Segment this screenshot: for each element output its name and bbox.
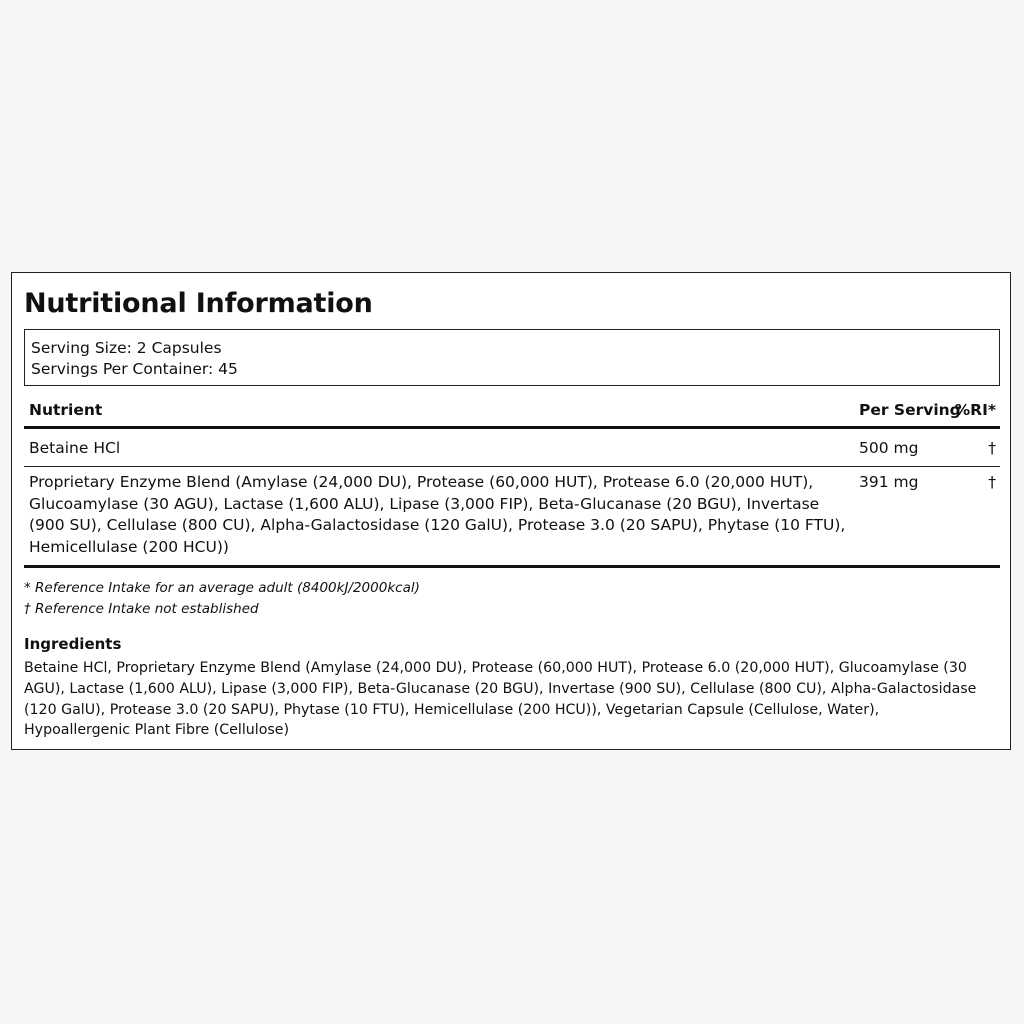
serving-info-box [24,329,1000,386]
nutrition-panel [11,272,1011,750]
nutrient-amount: 391 mg [859,473,919,491]
header-nutrient: Nutrient [29,401,103,419]
footnote-ri: * Reference Intake for an average adult (8400kJ/2000kcal) [24,580,420,596]
table-header-row [24,395,1000,429]
table-row [24,429,1000,467]
table-row [24,467,1000,568]
header-ri: %RI* [954,401,996,419]
nutrient-name: Proprietary Enzyme Blend (Amylase (24,000 DU), Protease (60,000 HUT), Protease 6.0 (20,000 HUT), Glucoamylase (30 AGU), Lactase (1,600 ALU), Lipase (3,000 FIP), Beta-Glucanase (20 BGU), Invertase (900 SU), Cellulase (800 CU), Alpha-Galactosidase (120 GalU), Protease 3.0 (20 SAPU), Phytase (10 FTU), Hemicellulase (200 HCU)) [29,473,846,556]
footnote-dagger: † Reference Intake not established [24,600,259,617]
ingredients-text: Betaine HCl, Proprietary Enzyme Blend (Amylase (24,000 DU), Protease (60,000 HUT), Protease 6.0 (20,000 HUT), Glucoamylase (30 AGU), Lactase (1,600 ALU), Lipase (3,000 FIP), Beta-Glucanase (20 BGU), Invertase (900 SU), Cellulase (800 CU), Alpha-Galactosidase (120 GalU), Protease 3.0 (20 SAPU), Phytase (10 FTU), Hemicellulase (200 HCU)), Vegetarian Capsule (Cellulose, Water), Hypoallergenic Plant Fibre (Cellulose) [24,660,977,739]
nutrient-table [24,395,1000,568]
ingredients-heading: Ingredients [24,635,122,653]
footnotes [24,578,420,619]
nutrient-ri: † [988,439,996,457]
nutrient-amount: 500 mg [859,439,919,457]
servings-per-container: Servings Per Container: 45 [31,360,238,378]
nutrient-ri: † [988,473,996,491]
serving-size: Serving Size: 2 Capsules [31,339,222,357]
header-per-serving: Per Serving [859,401,961,419]
page-title: Nutritional Information [24,288,373,319]
nutrient-name: Betaine HCl [29,439,121,457]
